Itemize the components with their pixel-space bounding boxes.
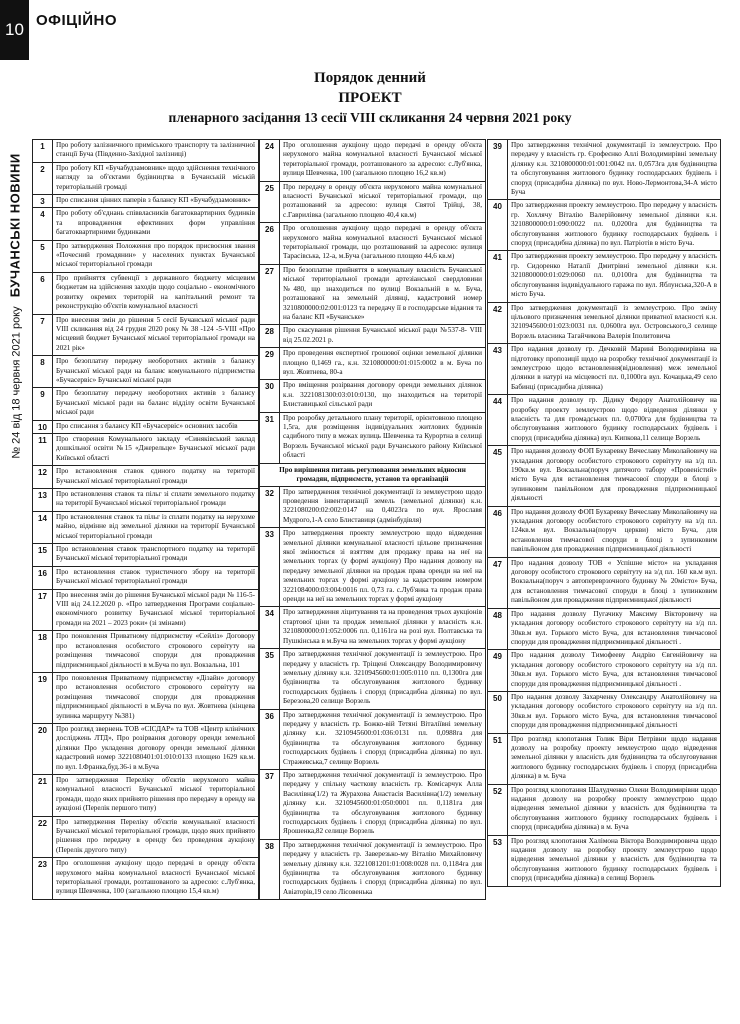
item-text: Про безоплатну передачу необоротних активів з балансу Бучанської міської ради на баланс відділу освіти Бучанської міської ради: [56, 389, 255, 417]
item-number: 12: [33, 466, 53, 488]
item-text: Про поновлення Приватному підприємству «Сейліз» Договору про встановлення особистого строкового сервітуту на розміщення тимчасової споруди для провадження підприємницької діяльності в м.Буча по вул. Вокзальна, 101: [56, 632, 255, 669]
item-text: Про оголошення аукціону щодо передачі в оренду об'єкта нерухомого майна комунальної власності Бучанської міської територіальної громади, розташованого за адресою: с.Луб'янка, вулиця Шевченка, 100 (загальною площею 16,2 кв.м): [283, 141, 482, 178]
item-text: Про оголошення аукціону щодо передачі в оренду об'єкта нерухомого майна комунальної власності Бучанської міської територіальної громади, розташованого за адресою: с.Луб'янка, вулиця Шевченка, 100 (загальною площею 15,4 кв.м): [56, 859, 255, 896]
item-text: Про внесення змін до рішення 5 сесії Бучанської міської ради VIII скликання від 24 грудня 2020 року № 38 -124 -5-VIII «Про місцевий бюджет Бучанської міської територіальної громади на 2021 рік»: [56, 315, 255, 352]
agenda-item: [33, 241, 258, 273]
agenda-item: [260, 140, 485, 182]
agenda-item: [260, 348, 485, 380]
item-number: 44: [488, 395, 508, 445]
item-number: 26: [260, 223, 280, 264]
item-text: Про безоплатне прийняття в комунальну власність Бучанської міської територіальної громади артезіанської свердловини №480, що знаходиться по вулиці Вокзальній в м. Буча, розташованої на земельній ділянці, кадастровий номер 3210800000:02:001:0123 та передачу її в господарське відання та на баланс КП «Бучанське»: [283, 265, 482, 321]
item-number: 36: [260, 710, 280, 769]
item-text: Про передачу в оренду об'єкта нерухомого майна комунальної власності Бучанської міської територіальної громади, що розташований за адресою: вулиця Святої Трійці, 38, с.Гаврилівка (загальною площею 40,4 кв.м): [283, 182, 482, 219]
item-number: 7: [33, 315, 53, 356]
item-number: 18: [33, 631, 53, 672]
item-text: Про надання дозволу Тимофееву Андрію Євгенійовичу на укладання договору особистого строкового сервітуту на з/д пл. 30кв.м вул. Горького місто Буча, для встановлення тимчасової споруди для провадження підприємницької діяльності .: [511, 651, 717, 688]
item-text: Про списання цінних паперів з балансу КП «Бучабудзамовник»: [56, 196, 251, 205]
item-number: 53: [488, 836, 508, 886]
item-number: 51: [488, 734, 508, 784]
sidebar: [4, 66, 26, 546]
item-text: Про надання дозволу Захарченку Олександру Анатолійовичу на укладання договору особистого строкового сервітуту на з/д пл. 30кв.м вул. Горького місто Буча, для встановлення тимчасової споруди для провадження підприємницької діяльності: [511, 692, 717, 730]
agenda-title: Порядок денний: [314, 70, 426, 86]
item-text: Про поновлення Приватному підприємству «Дізайн» договору про встановлення особистого строкового сервітуту на розміщення тимчасової споруди для провадження підприємницької діяльності в м.Буча по вул. Жовтнева (кінцева зупинка маршруту №381): [56, 673, 255, 720]
item-number: 33: [260, 528, 280, 606]
item-number: 30: [260, 380, 280, 411]
agenda-item: [260, 182, 485, 224]
item-number: 20: [33, 724, 53, 774]
item-number: 35: [260, 649, 280, 708]
item-text: Про затвердження технічної документації із землеустрою. Про передачу у власність гр. Тріщені Олександру Володимировичу земельну ділянку к.н. 3210945600:01:005:0110 пл. 0,1300га для будівництва та обслуговування житлового будинку господарських будівель і споруд (присадибна ділянка) по вул. Березова,20 селище Ворзель: [283, 650, 482, 706]
item-text: Про затвердження ліцитування та на проведення трьох аукціонів стартової ціни та продаж земельної ділянки у власність к.н. 3210800000:01:052:0006 пл. 0,1161га на розі вул. Полтавська та Пушкінська в м.Буча на земельних торгах у формі аукціону: [283, 608, 482, 645]
item-text: Про вміщення розірвання договору оренди земельних ділянок к.н. 3221081300:03:010:0130, що знаходиться на території Блиставицької сільської ради: [283, 381, 482, 409]
agenda-item: [260, 710, 485, 770]
agenda-item: [33, 315, 258, 357]
item-number: 21: [33, 775, 53, 816]
item-text: Про затвердження технічної документації із землеустрою. Про передачу у власність гр. Єрофеєнко Аллі Володимирівні земельну ділянку к.н. 3210800000:01:001:0042 пл. 0,0573га для будівництва та обслуговування житлового будинку господарських будівель і споруд (присадибна ділянка) по вул. Ново-Лермонтова,34-А місто Буча: [511, 141, 717, 197]
agenda-item: [260, 413, 485, 464]
item-number: 24: [260, 140, 280, 181]
item-text: Про списання з балансу КП «Бучасервіс» основних засобів: [56, 421, 238, 430]
agenda-item: [260, 380, 485, 412]
page-number: 10: [0, 0, 29, 60]
agenda-item: [33, 356, 258, 388]
item-text: Про надання дозволу ФОП Бухаревку Вячеславу Миколайовичу на укладання договору особистого строкового сервітуту на з/д пл. 190кв.м вул. Вокзальна(поруч дитячого табору «Провеністий» місто Буча для встановлення тимчасової споруди в блоці з зупинковим павільйоном для провадження підприємницької діяльності: [511, 447, 717, 503]
agenda-item: [33, 421, 258, 434]
agenda-item: [33, 273, 258, 315]
agenda-item: [33, 512, 258, 544]
agenda-item: [33, 817, 258, 859]
agenda-item: [260, 487, 485, 529]
item-text: Про затвердження документації із землеустрою. Про зміну цільового призначення земельної ділянки приватної власності к.н. 3210945600:01:023:0031 пл. 0,0600га вул. Островського,3 селище Ворзель власника Тагайчикова Валерія Іполитовича: [511, 303, 717, 340]
item-text: Про надання дозволу ФОП Бухаревку Вячеславу Миколайовичу на укладання договору особистого строкового сервітуту на з/д пл. 124кв.м вул. Вокзальна(поруч церкви) місто Буча, для встановлення тимчасової споруди в блоці з зупинковим павільйоном для провадження підприємницької діяльності: [511, 507, 717, 554]
section-label: ОФІЦІЙНО: [36, 12, 118, 29]
item-text: Про оголошення аукціону щодо передачі в оренду об'єкта нерухомого майна комунальної власності Бучанської міської територіальної громади, що розташований за адресою: вулиця Тарасівська, 12-а, м.Буча (загальною площею 44,6 кв.м): [283, 224, 482, 261]
agenda-item: [33, 434, 258, 466]
agenda-item: [488, 200, 720, 251]
agenda-item: [488, 558, 720, 609]
item-number: 6: [33, 273, 53, 314]
item-text: Про розробку детального плану території, орієнтовною площею 1,5га, для розміщення індивідуальних житлових будинків садибного типу в межах вулиць Шевченка та Курортна в селищі Ворзель Бучанської міської ради Бучанського району Київської області: [283, 413, 482, 460]
item-number: 23: [33, 858, 53, 899]
item-text: Про встановлення ставок та пільг із сплати податку на нерухоме майно, відмінне від земельної ділянки на території Бучанської міської територіальної громади: [56, 512, 255, 540]
item-number: 41: [488, 251, 508, 301]
item-number: 47: [488, 558, 508, 608]
item-number: 46: [488, 507, 508, 557]
agenda-item: [260, 223, 485, 265]
item-text: Про розгляд клопотання Халімона Віктора Володимировича щодо надання дозволу на розробку проекту землеустрою щодо відведення земельної ділянки у власність для будівництва та обслуговування житлового будинку господарських будівель і споруд (присадибна ділянка) в селищі Ворзель: [511, 836, 717, 883]
agenda-item: [33, 466, 258, 489]
item-text: Про затвердження проекту землеустрою щодо відведення земельної ділянки комунальної власності цільове призначення якої змінюється зі взяттям для продажу права на неї на земельних торгах (у формі аукціону) Про надання дозволу на передачу земельної ділянки на продаж права оренди на неї на земельних торгах у формі аукціону за кадастровим номером 3221084000:03:004:0016 пл. 0,73 га. с.Луб'янка та продаж права оренди на неї на земельних торгах у формі аукціону: [283, 529, 482, 604]
item-number: 11: [33, 434, 53, 465]
item-number: 27: [260, 265, 280, 324]
agenda-item: [33, 489, 258, 512]
item-number: 31: [260, 413, 280, 463]
item-number: 16: [33, 567, 53, 589]
agenda-item: [488, 507, 720, 558]
item-number: 5: [33, 241, 53, 272]
item-number: 15: [33, 544, 53, 566]
item-text: Про затвердження проекту землеустрою. Про передачу у власність гр. Хохлячу Віталію Валерійовичу земельної ділянки к.н. 3210800000:01:090:0022 пл. 0,0200га для будівництва та обслуговування житлового будинку господарських будівель і споруд (присадибна ділянка) по вул. Патріотів в місто Буча.: [511, 201, 717, 248]
agenda-item: [33, 858, 258, 900]
item-number: 39: [488, 140, 508, 199]
item-text: Про надання дозволу гр. Дідику Федору Анатолійовичу на розробку проекту землеустрою щодо відведення ділянки у власність та для громадських пл. 0,0700га для будівництва та обслуговування житлового будинку господарських будівель і споруд (присадибна ділянка) вул. Кипкова,11 селище Ворзель: [511, 396, 717, 442]
item-number: 40: [488, 200, 508, 250]
agenda-column-1: [32, 139, 259, 900]
item-number: 25: [260, 182, 280, 223]
item-number: 2: [33, 163, 53, 194]
item-text: Про затвердження Переліку об'єктів нерухомого майна комунальної власності Бучанської міської територіальної громади, щодо яких прийнято рішення про передачу в оренду на аукціоні (Перелік першого типу): [56, 775, 255, 813]
item-text: Про встановлення ставок та пільг зі сплати земельного податку на території Бучанської міської територіальної громади: [56, 490, 255, 508]
item-number: 1: [33, 140, 53, 162]
agenda-item: [33, 544, 258, 567]
agenda-item: [260, 528, 485, 607]
item-text: Про затвердження Переліку об'єктів комунальної власності Бучанської міської територіальної громади, щодо яких прийнято рішення про передачу в оренду без проведення аукціону (Перелік другого типу): [56, 817, 255, 854]
agenda-item: [488, 785, 720, 836]
item-text: Про затвердження проекту землеустрою. Про передачу у власність гр. Сидоренко Наталії Дмитрівні земельної ділянки к.н. 3210800000:01:029:0060 пл. 0,0100га для будівництва та обслуговування індивідуального гаража по вул. Яблунська,320-А в місто Буча.: [511, 252, 717, 299]
item-text: Про надання дозволу ТОВ « Успішне місто» на укладання договору особистого строкового сервітуту на з/д пл. 160 кв.м вул. Вокзальна(поруч з автопереврзочного будинку № 20місто» Буча, для встановлення тимчасової споруди в блоці з зупинковим павільйоном для провадження підприємницької діяльності: [511, 558, 717, 605]
item-text: Про роботу залізничного приміського транспорту та залізничної станції Буча (Південно-Західної залізниці): [56, 141, 255, 159]
item-text: Про встановлення ставок транспортного податку на території Бучанської міської територіальної громади: [56, 545, 255, 563]
item-number: 37: [260, 770, 280, 839]
item-number: 22: [33, 817, 53, 858]
item-number: 9: [33, 388, 53, 419]
item-number: 48: [488, 609, 508, 650]
agenda-item: [33, 631, 258, 673]
sidebar-text: [8, 153, 23, 458]
agenda-item: [33, 567, 258, 590]
item-text: Про розгляд клопотання Голик Віри Петрівни щодо надання дозволу на розробку проекту землеустрою щодо відведення земельної ділянки у власність для будівництва та обслуговування житлового будинку господарських будівель і споруд (присадибна ділянка) в м. Буча: [511, 734, 717, 781]
agenda-column-3: [487, 139, 721, 887]
item-text: Про внесення змін до рішення Бучанської міської ради № 116-5-VIII від 24.12.2020 р. «Про затвердження Програми соціально-економічного розвитку Бучанської міської територіальної громади на 2021 – 2023 роки» (зі змінами): [56, 590, 255, 627]
issue-date: № 24 від 18 червня 2021 року: [10, 306, 23, 459]
item-number: 32: [260, 487, 280, 528]
item-number: 29: [260, 348, 280, 379]
item-number: 45: [488, 446, 508, 505]
agenda-item: [33, 208, 258, 240]
item-number: 3: [33, 195, 53, 207]
item-text: Про безоплатну передачу необоротних активів з балансу Бучанської міської ради на баланс комунального підприємства «Бучасервіс» Бучанської міської ради: [56, 357, 255, 384]
draft-title: ПРОЕКТ: [338, 90, 402, 106]
agenda-item: [33, 388, 258, 420]
item-text: Про скасування рішення Бучанської міської ради №537-8- VIII від 25.02.2021 р.: [283, 326, 482, 344]
agenda-item: [33, 775, 258, 817]
land-relations-header: Про вирішення питань регулювання земельних відносин громадян, підприємств, установ та організацій: [260, 464, 485, 487]
agenda-item: [488, 303, 720, 345]
item-number: 14: [33, 512, 53, 543]
item-number: 10: [33, 421, 53, 433]
agenda-item: [488, 609, 720, 651]
item-text: Про встановлення ставок єдиного податку на території Бучанської міської територіальної громади: [56, 467, 255, 485]
agenda-item: [260, 607, 485, 649]
item-text: Про затвердження технічної документації із землеустрою. Про передачу у власність гр. Божко-вій Тетяні Віталіївні земельну ділянку к.н. 3210945600:01:036:0131 пл. 0,0988га для будівництва та обслуговування житлового будинку господарських будівель і споруд (присадибна ділянка) по вул. Стражевська,7 селище Ворзель: [283, 710, 482, 766]
item-number: 13: [33, 489, 53, 511]
item-text: Про розгляд звернень ТОВ «СІСДАР» та ТОВ «Центр клінічних досліджень ЛТД», Про розірвання договору оренди земельної ділянки Про укладення договору оренди земельної ділянки кадастровий номер 3221080401:01:010:0133 площею 1629 кв.м. по вул. І.Франка,буд.36-і в м.Буча: [56, 724, 255, 771]
agenda-item: [260, 325, 485, 348]
agenda-item: [33, 724, 258, 775]
session-title: пленарного засідання 13 сесії VIII скликання 24 червня 2021 року: [168, 110, 572, 125]
item-text: Про розгляд клопотання Шалудченко Олени Володимирівни щодо надання дозволу на розробку проекту землеустрою щодо відведення земельної ділянки у власність для будівництва та обслуговування житлового будинку господарських будівель і споруд (присадибна ділянка) в м. Буча: [511, 785, 717, 832]
agenda-item: [488, 344, 720, 395]
agenda-item: [260, 840, 485, 900]
agenda-item: [33, 195, 258, 208]
item-number: 17: [33, 590, 53, 631]
item-text: Про затвердження технічної документації із землеустрою. Про передачу у спільну часткову власність гр. Комісарчук Алла Василівна(1/2) та Журахова Анастасія Василівна(1/2) земельну ділянку к.н. 3210945600:01:050:0001 пл. 0,1181га для будівництва та обслуговування житлового будинку господарських будівель і споруд (присадибна ділянка) по вул. Ярошенка,82 селище Ворзель: [283, 770, 482, 836]
item-number: 50: [488, 692, 508, 733]
item-number: 42: [488, 303, 508, 344]
agenda-item: [488, 395, 720, 446]
item-text: Про прийняття субвенції з державного бюджету місцевим бюджетам на здійснення заходів щодо соціально - економічного розвитку окремих територій на капітальний ремонт та реконструкцію об'єктів комунальної власності: [56, 273, 255, 311]
item-text: Про встановлення ставок туристичного збору на території Бучанської міської територіальної громади: [56, 567, 255, 586]
agenda-column-2: [259, 139, 486, 900]
item-number: 49: [488, 650, 508, 691]
item-text: Про створення Комунального закладу «Синяківський заклад дошкільної освіти №15 «Джерельце» Бучанської міської ради Київської області: [56, 434, 255, 462]
item-number: 34: [260, 607, 280, 648]
agenda-item: [488, 251, 720, 302]
item-text: Про надання дозволу гр. Дячковій Марині Володимирівна на підготовку пропозиції щодо на розробку технічної документації із землеустрою щодо встановлення(відновлення) меж земельної ділянки в натурі на місцевості пл. 0,1000га вул. Кочацька,49 село Бабинці (присадибна ділянка): [511, 345, 717, 391]
item-number: 52: [488, 785, 508, 835]
agenda-item: [488, 446, 720, 506]
agenda-item: [260, 770, 485, 840]
agenda-item: [488, 692, 720, 734]
item-text: Про проведення експертної грошової оцінки земельної ділянки площею 0,1469 га., к.н. 3210800000:01:015:0002 в м. Буча по вул. Жовтнева, 80-а: [283, 349, 482, 376]
agenda-item: [260, 649, 485, 709]
item-text: Про затвердження Положення про порядок присвоєння звання «Почесний громадянин» у населених пунктах Бучанської міської територіальної громади: [56, 241, 255, 269]
agenda-item: [488, 836, 720, 887]
agenda-item: [33, 140, 258, 163]
agenda-item: [33, 590, 258, 632]
item-text: Про затвердження технічної документації із землеустрою. Про передачу у власність гр. Заверезько-му Віталію Михайловичу земельну ділянку к.н. 3221081201:01:008:0028 пл. 0,1184га для будівництва та обслуговування житлового будинку господарських будівель і споруд (присадибна ділянка) по вул. Авіаторів,19 село Лісовенька: [283, 840, 482, 896]
agenda-item: [488, 140, 720, 200]
item-number: 19: [33, 673, 53, 723]
item-text: Про роботу об'єднань співвласників багатоквартирних будинків та впровадження ефективних форм управління багатоквартирними будинками: [56, 209, 255, 237]
item-text: Про затвердження технічної документації із землеустрою щодо проведення інвентаризації земель (земельної ділянки) к.н. 3221080200:02:002:0147 на 0,4023га по вул. Ярославя Мудрого,1-А село Блиставиця (адмінбудівля): [283, 487, 482, 524]
brand-name: БУЧАНСЬКІ НОВИНИ: [7, 153, 23, 298]
item-text: Про роботу КП «Бучабудзамовник» щодо здійснення технічного нагляду за об'єктами будівництва в Бучанській міській територіальній громаді: [56, 163, 255, 191]
agenda-item: [488, 734, 720, 785]
agenda-item: [33, 673, 258, 724]
agenda-item: [260, 265, 485, 325]
item-text: Про надання дозволу Пугачику Максиму Вікторовичу на укладання договору особистого строкового сервітуту на з/д пл. 30кв.м вул. Горького місто Буча, для встановлення тимчасової споруди для провадження підприємницької діяльності .: [511, 609, 717, 646]
item-number: 4: [33, 208, 53, 239]
item-number: 8: [33, 356, 53, 387]
agenda-item: [488, 650, 720, 692]
item-number: 28: [260, 325, 280, 347]
item-number: 43: [488, 344, 508, 394]
item-number: 38: [260, 840, 280, 899]
agenda-item: [33, 163, 258, 195]
